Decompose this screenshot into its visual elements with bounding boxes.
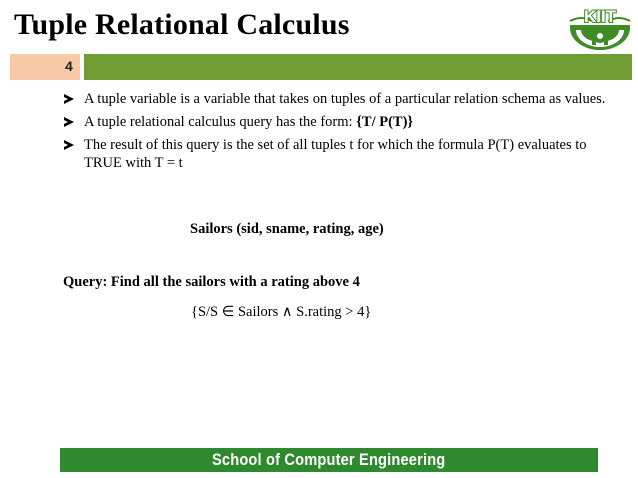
slide-title: Tuple Relational Calculus: [14, 8, 350, 41]
bullet-text: A tuple relational calculus query has the form:: [84, 114, 357, 130]
arrow-bullet-icon: [64, 117, 74, 127]
slide-number: 4: [65, 58, 73, 74]
bullet-item: [62, 90, 607, 108]
header-bar: [84, 54, 632, 80]
query-form: {T/ P(T)}: [356, 114, 414, 130]
footer-bar: [60, 448, 598, 472]
kiit-logo: [566, 3, 634, 53]
bullet-item: [62, 136, 607, 172]
logo-text: KIIT: [583, 7, 617, 26]
relation-schema: Sailors (sid, sname, rating, age): [190, 221, 384, 237]
footer-text: School of Computer Engineering: [212, 450, 446, 469]
slide-number-box: [10, 54, 82, 80]
bullet-item: [62, 113, 607, 131]
bullet-list: [62, 90, 607, 177]
arrow-bullet-icon: [64, 94, 74, 104]
query-statement: Query: Find all the sailors with a rating above 4: [63, 274, 360, 290]
arrow-bullet-icon: [64, 140, 74, 150]
query-formula: {S/S ∈ Sailors ∧ S.rating > 4}: [191, 304, 372, 320]
bullet-text: A tuple variable is a variable that takes on tuples of a particular relation schema as values.: [84, 91, 606, 107]
bullet-text: The result of this query is the set of all tuples t for which the formula P(T) evaluates to TRUE with T = t: [84, 137, 587, 171]
